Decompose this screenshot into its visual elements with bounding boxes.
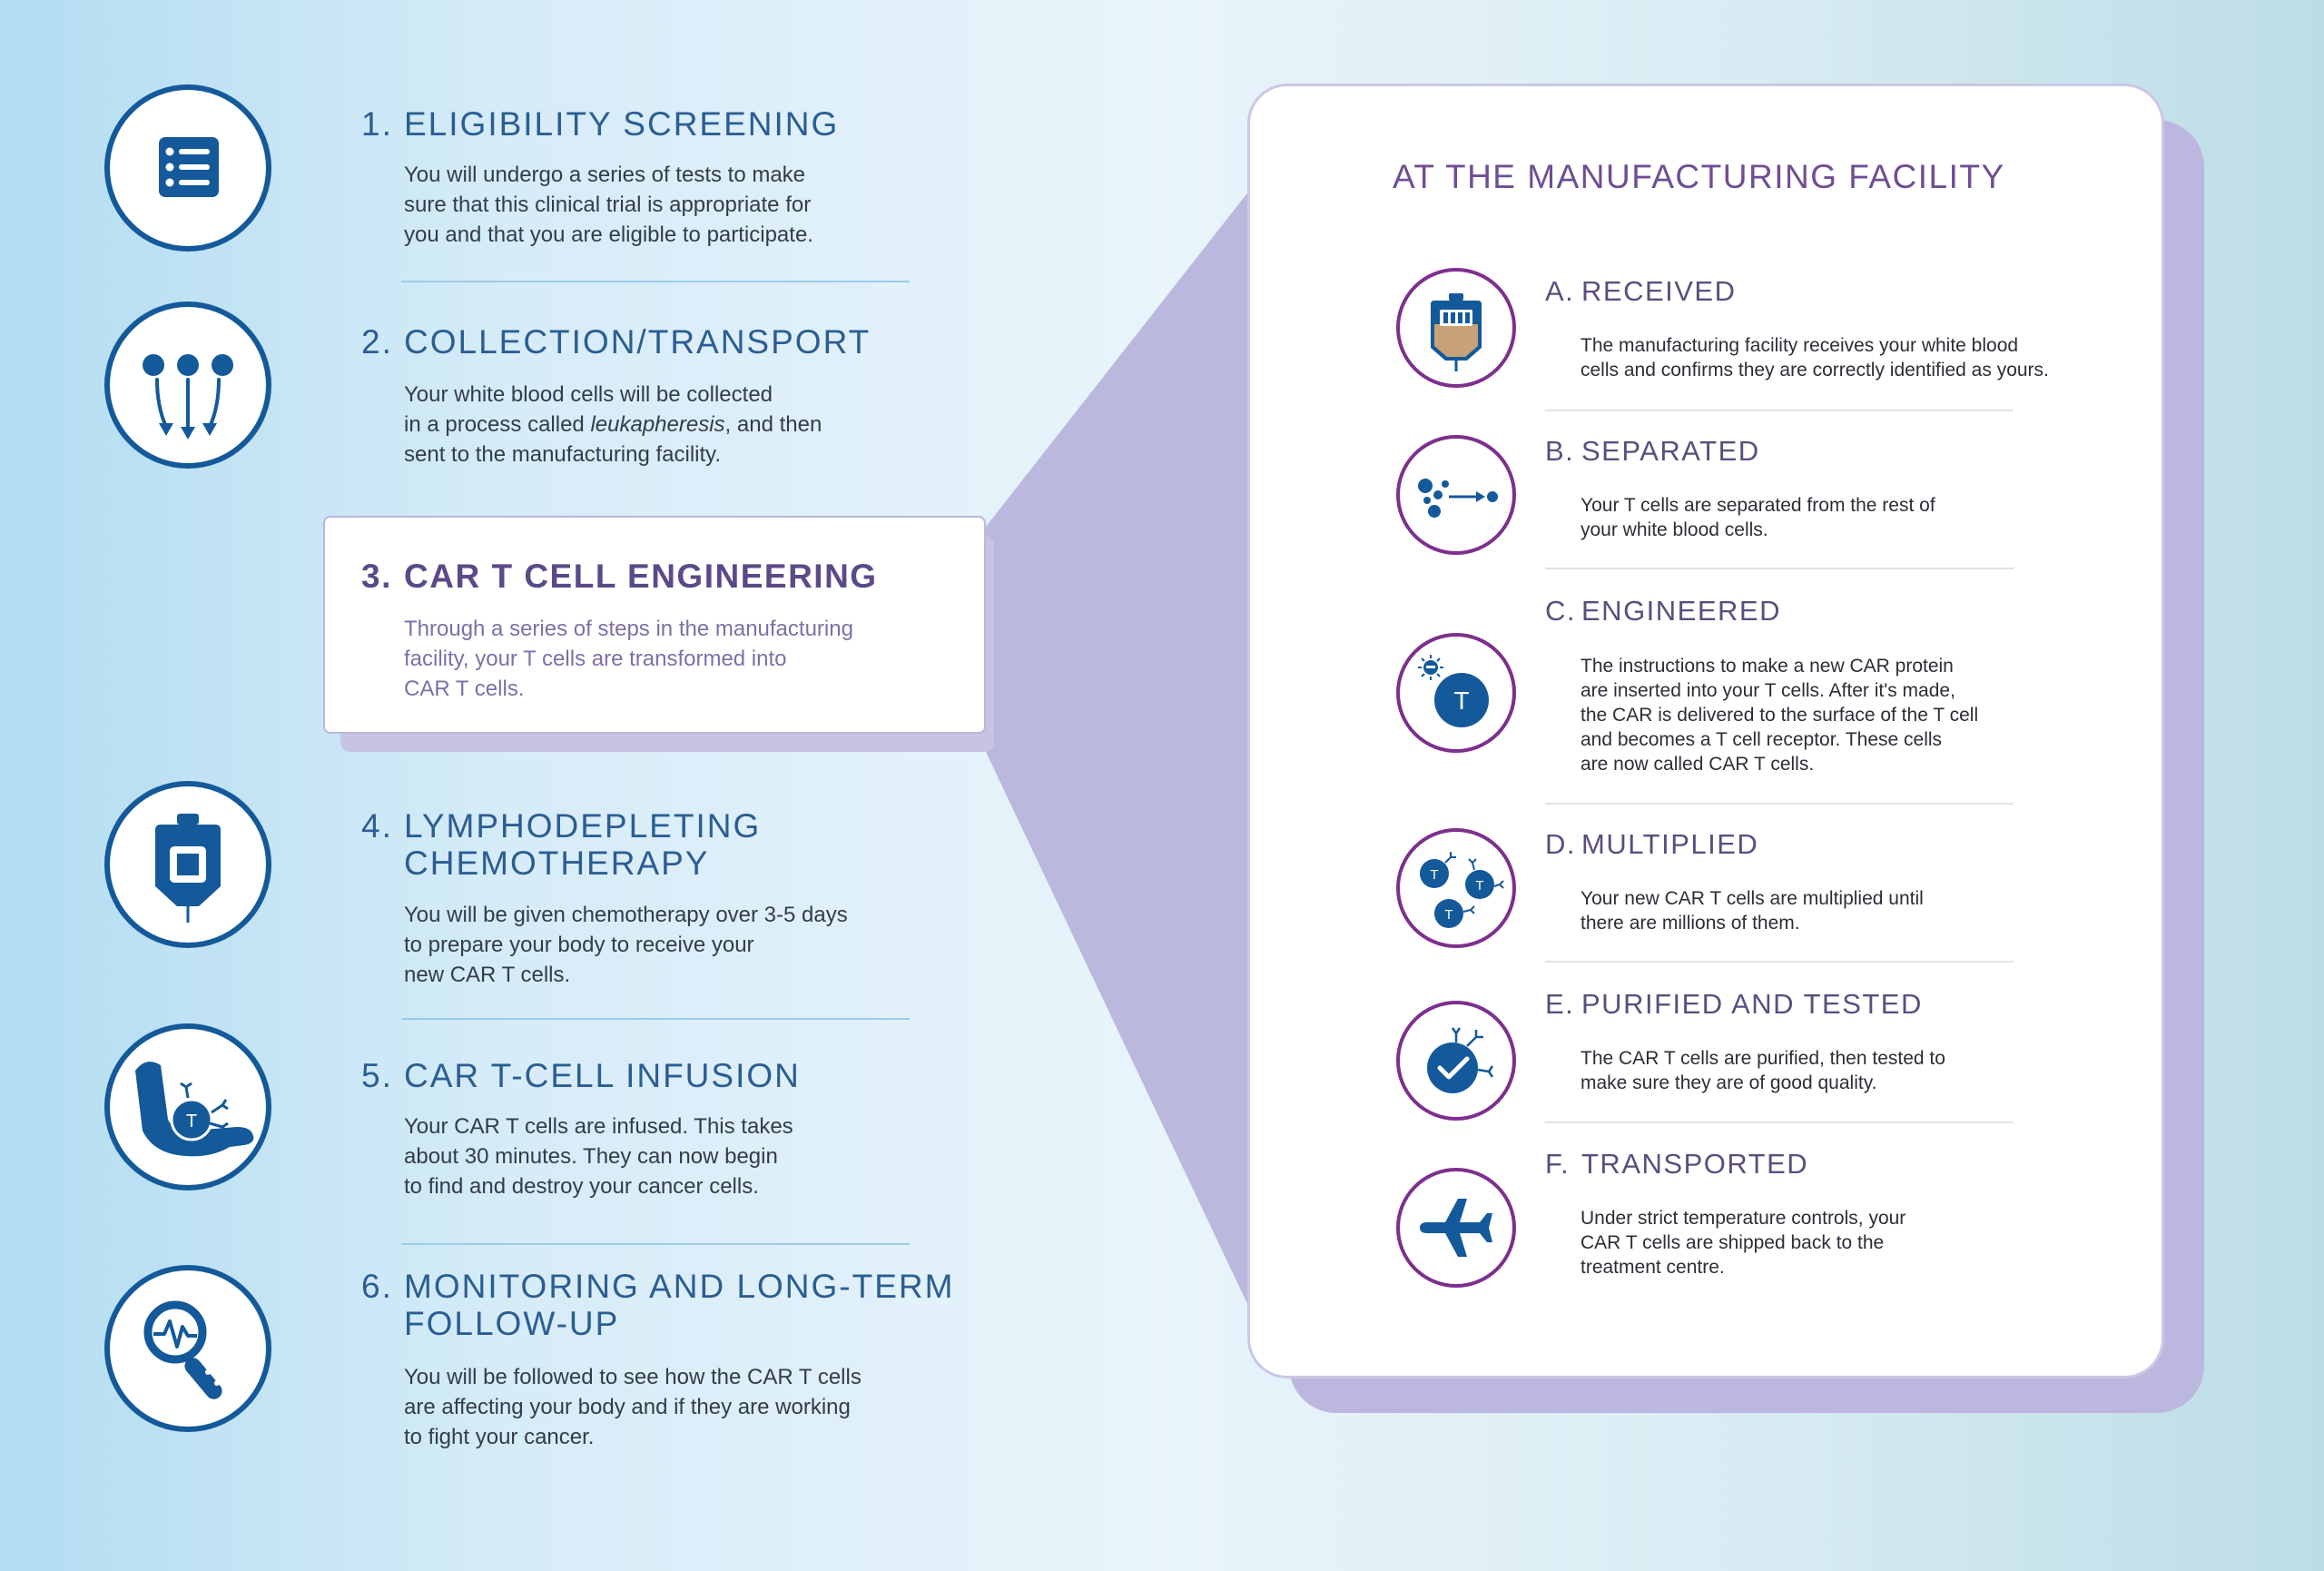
svg-text:T: T xyxy=(185,1112,198,1131)
step-5-title xyxy=(361,1057,801,1094)
step-divider xyxy=(401,281,910,282)
facility-divider xyxy=(1545,803,2014,805)
step-5-title-text: CAR T-CELL INFUSION xyxy=(404,1057,801,1094)
received-letter: A. xyxy=(1545,275,1575,307)
transported-title-text: TRANSPORTED xyxy=(1581,1148,1809,1180)
t-cell-letter: T xyxy=(1453,687,1470,715)
separated-title xyxy=(1545,435,1760,468)
separated-icon-circle xyxy=(1396,435,1516,555)
step-6-title-line2: FOLLOW-UP xyxy=(404,1305,620,1342)
cell-letter-2: T xyxy=(1475,878,1484,894)
multiplied-description: Your new CAR T cells are multiplied until there are millions of them. xyxy=(1581,888,1924,934)
facility-divider xyxy=(1545,961,2014,963)
cells-flow-icon xyxy=(110,307,266,463)
received-title-text: RECEIVED xyxy=(1581,275,1737,307)
received-description: The manufacturing facility receives your white blood cells and confirms they are correctly identified as yours. xyxy=(1581,335,2049,380)
facility-divider xyxy=(1545,1121,2014,1123)
cell-separation-icon xyxy=(1400,439,1512,551)
step-2-description xyxy=(404,380,949,469)
engineered-title-text: ENGINEERED xyxy=(1581,595,1781,627)
transported-icon-circle xyxy=(1396,1168,1516,1288)
engineered-icon-circle xyxy=(1396,633,1516,753)
step-6-title-line1: MONITORING AND LONG-TERM xyxy=(404,1268,955,1305)
step-3-title xyxy=(361,558,878,595)
step-4-icon-circle xyxy=(104,781,271,948)
purified-description: The CAR T cells are purified, then tested to make sure they are of good quality. xyxy=(1581,1048,1945,1093)
step-5-description: Your CAR T cells are infused. This takes about 30 minutes. They can now begin to find and destroy your cancer cells. xyxy=(404,1114,793,1199)
engineered-title xyxy=(1545,595,1781,627)
facility-divider xyxy=(1545,568,2014,569)
separated-title-text: SEPARATED xyxy=(1581,435,1760,467)
step-1-title-text: ELIGIBILITY SCREENING xyxy=(404,105,840,143)
step-6-number: 6. xyxy=(361,1268,393,1305)
step-4-number: 4. xyxy=(361,807,393,845)
received-icon-circle xyxy=(1396,268,1516,388)
multiplied-icon-circle xyxy=(1396,828,1516,948)
arm-infusion-icon xyxy=(110,1029,266,1185)
received-title xyxy=(1545,275,1736,308)
facility-divider xyxy=(1545,410,2014,411)
step-2-number: 2. xyxy=(361,323,393,361)
purified-title-text: PURIFIED AND TESTED xyxy=(1581,988,1923,1020)
step-1-number: 1. xyxy=(361,105,393,143)
multiplied-title-text: MULTIPLIED xyxy=(1581,828,1759,860)
step-2-description-text-end: , and then sent to the manufacturing facility. xyxy=(404,412,822,467)
step-1-description: You will undergo a series of tests to make sure that this clinical trial is appropriate for you and that you are eligible to participate. xyxy=(404,163,813,247)
step-4-title-line2: CHEMOTHERAPY xyxy=(404,845,710,882)
checklist-icon xyxy=(110,90,266,246)
checked-cell-icon xyxy=(1400,1004,1512,1117)
cell-letter-1: T xyxy=(1430,867,1439,883)
step-5-icon-circle xyxy=(104,1023,271,1191)
multiplied-letter: D. xyxy=(1545,828,1576,860)
cell-letter-3: T xyxy=(1444,907,1453,923)
step-2-icon-circle xyxy=(104,301,271,469)
transported-title xyxy=(1545,1148,1808,1181)
step-divider xyxy=(401,1018,910,1020)
purified-letter: E. xyxy=(1545,988,1575,1020)
transported-description: Under strict temperature controls, your CAR T cells are shipped back to the treatment centre. xyxy=(1581,1208,1906,1278)
engineered-letter: C. xyxy=(1545,595,1576,627)
step-5-number: 5. xyxy=(361,1057,393,1094)
step-2-description-emphasis: leukapheresis xyxy=(590,412,725,437)
step-3-number: 3. xyxy=(361,558,392,595)
magnifier-pulse-icon xyxy=(110,1270,266,1427)
separated-description: Your T cells are separated from the rest of your white blood cells. xyxy=(1581,495,1935,540)
iv-bag-icon xyxy=(110,786,266,943)
separated-letter: B. xyxy=(1545,435,1575,467)
step-2-title xyxy=(361,323,871,361)
step-3-description: Through a series of steps in the manufacturing facility, your T cells are transformed into CAR T cells. xyxy=(404,617,853,701)
airplane-icon xyxy=(1400,1171,1512,1284)
step-2-title-text: COLLECTION/TRANSPORT xyxy=(404,323,872,361)
purified-icon-circle xyxy=(1396,1001,1516,1121)
step-6-description: You will be followed to see how the CAR T cells are affecting your body and if they are working to fight your cancer. xyxy=(404,1365,862,1449)
engineered-description: The instructions to make a new CAR protein are inserted into your T cells. After it's made, the CAR is delivered to the surface of the T cell and becomes a T cell receptor. These cells are now called CAR T cells. xyxy=(1581,656,1979,775)
step-6-icon-circle xyxy=(104,1265,271,1432)
step-1-icon-circle xyxy=(104,84,271,252)
purified-title xyxy=(1545,988,1923,1021)
multiplied-title xyxy=(1545,828,1758,861)
t-cell-icon xyxy=(1400,637,1512,749)
multiplied-cells-icon xyxy=(1400,832,1512,944)
transported-letter: F. xyxy=(1545,1148,1571,1180)
step-2-description-text: Your white blood cells will be collected in a process called xyxy=(404,382,773,437)
step-4-description: You will be given chemotherapy over 3-5 days to prepare your body to receive your new CAR T cells. xyxy=(404,903,848,987)
step-6-title xyxy=(361,1268,954,1342)
step-4-title-line1: LYMPHODEPLETING xyxy=(404,807,762,845)
step-4-title xyxy=(361,807,761,882)
step-3-title-text: CAR T CELL ENGINEERING xyxy=(404,558,878,595)
step-1-title xyxy=(361,105,839,143)
step-divider xyxy=(401,1243,910,1245)
facility-title: AT THE MANUFACTURING FACILITY xyxy=(1393,158,2005,195)
blood-bag-icon xyxy=(1400,272,1512,384)
